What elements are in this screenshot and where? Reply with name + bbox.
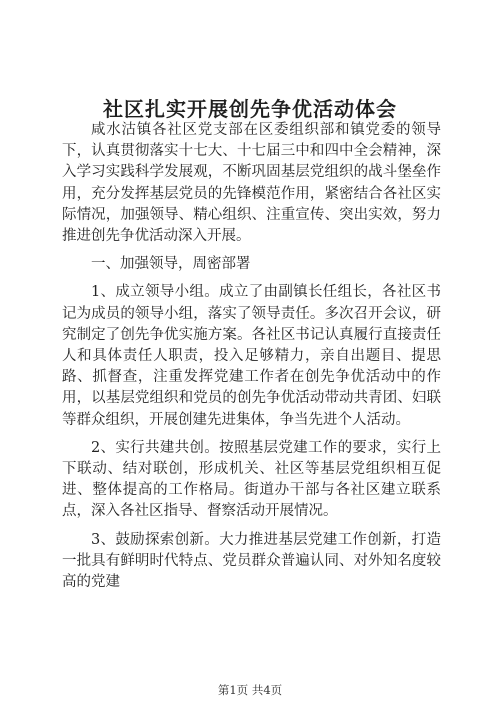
document-title: 社区扎实开展创先争优活动体会 xyxy=(103,97,397,121)
paragraph-1: 1、成立领导小组。成立了由副镇长任组长，各社区书记为成员的领导小组，落实了领导责任。多次召开会议，研究制定了创先争优实施方案。各社区书记认真履行直接责任人和具体责任人职责，投入足够精力，亲自出题目、提思路、抓督查，注重发挥党建工作者在创先争优活动中的作用，以基层党组织和党员的创先争优活动带动共青团、妇联等群众组织，开展创建先进集体，争当先进个人活动。 xyxy=(62,284,441,428)
document-body xyxy=(62,120,441,593)
paragraph-intro: 咸水沽镇各社区党支部在区委组织部和镇党委的领导下，认真贯彻落实十七大、十七届三中和四中全会精神，深入学习实践科学发展观，不断巩固基层党组织的战斗堡垒作用，充分发挥基层党员的先锋模范作用，紧密结合各社区实际情况，加强领导、精心组织、注重宣传、突出实效，努力推进创先争优活动深入开展。 xyxy=(62,122,441,245)
section-heading: 一、加强领导，周密部署 xyxy=(91,256,251,273)
page-footer: 第1页 共4页 xyxy=(217,683,283,697)
paragraph-2: 2、实行共建共创。按照基层党建工作的要求，实行上下联动、结对联创，形成机关、社区等基层党组织相互促进、整体提高的工作格局。街道办干部与各社区建立联系点，深入各社区指导、督察活动开展情况。 xyxy=(62,439,441,520)
paragraph-3: 3、鼓励探索创新。大力推进基层党建工作创新，打造一批具有鲜明时代特点、党员群众普遍认同、对外知名度较高的党建 xyxy=(62,531,441,591)
